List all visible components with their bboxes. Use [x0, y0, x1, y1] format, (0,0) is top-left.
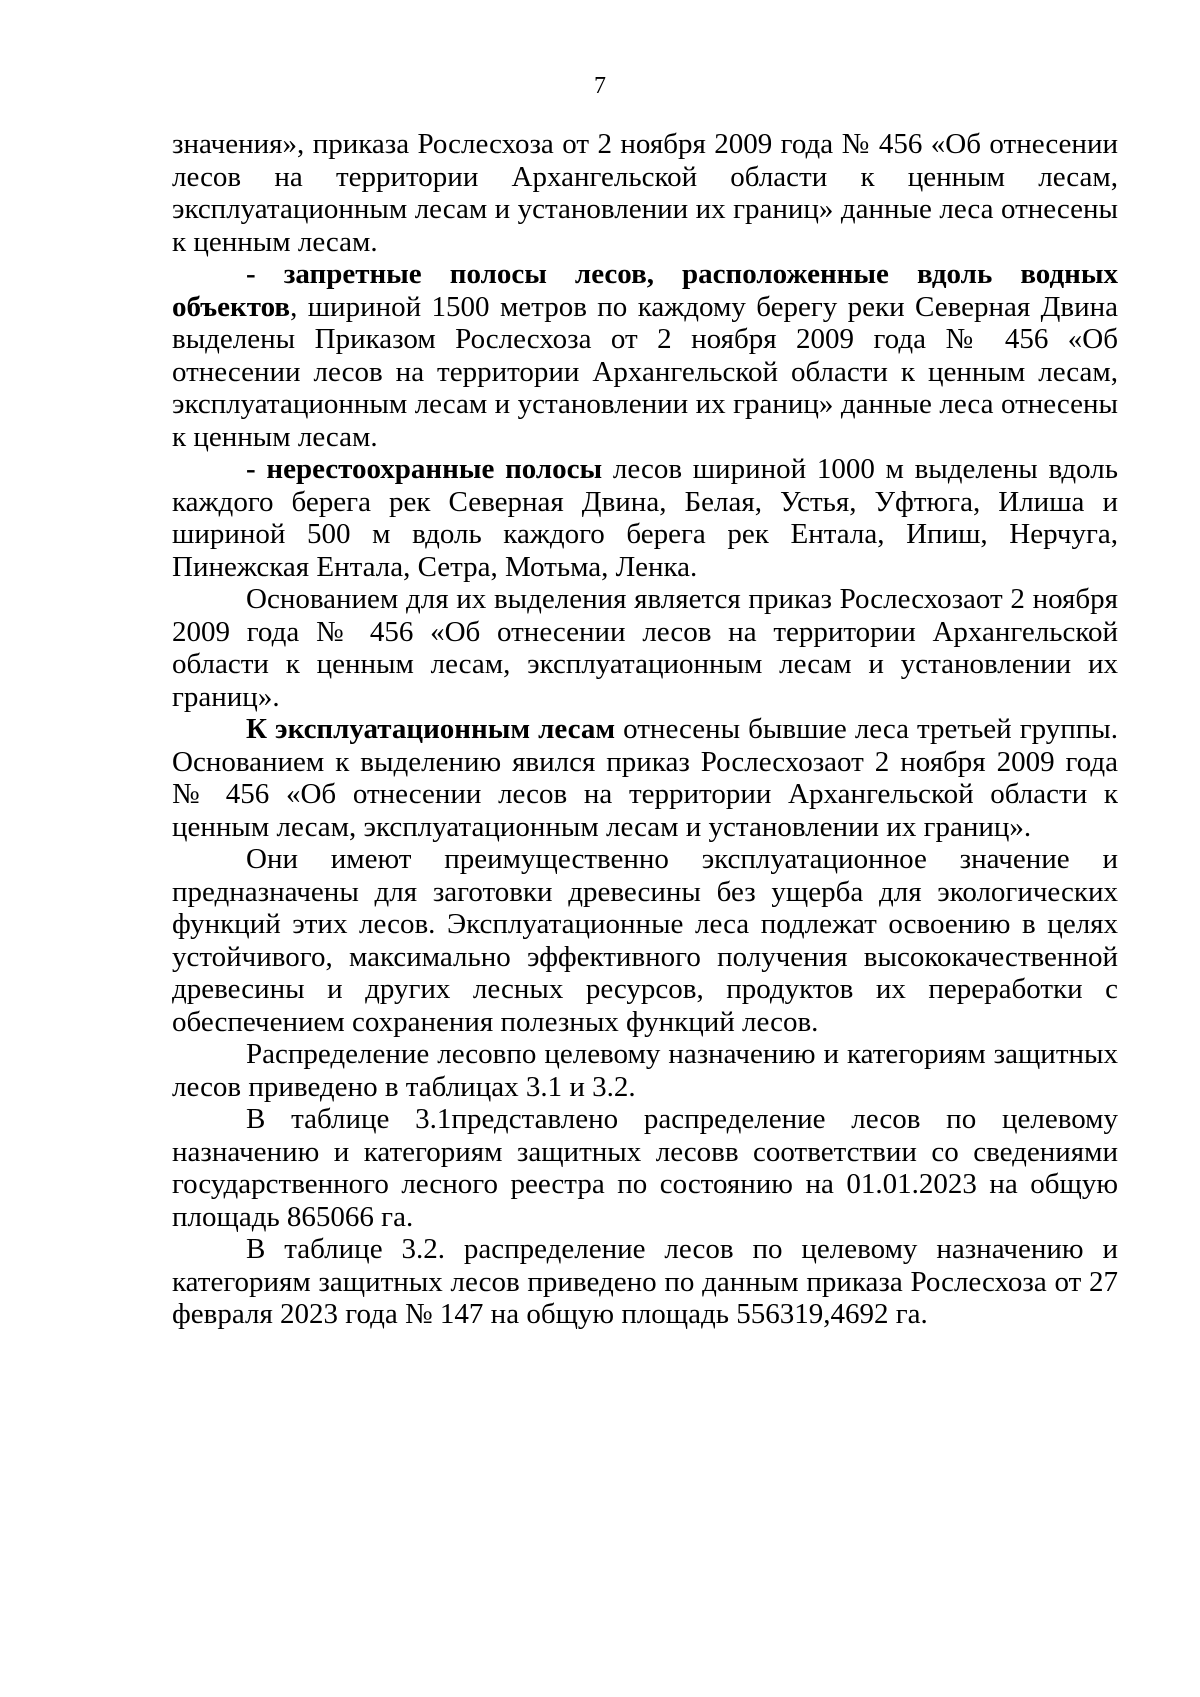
paragraph-lead: К эксплуатационным лесам [246, 713, 616, 745]
paragraph-basis [172, 583, 1118, 713]
paragraph-prohibited-strips [172, 258, 1118, 453]
paragraph-text: В таблице 3.1представлено распределение лесов по целевому назначению и категориям защитных лесовв соответствии со сведениями государственного лесного реестра по состоянию на 01.01.2023 на общую площадь 865066 га. [172, 1103, 1118, 1233]
paragraph-distribution [172, 1038, 1118, 1103]
paragraph-purpose [172, 843, 1118, 1038]
paragraph-lead: - нерестоохранные полосы [246, 453, 603, 485]
body-text [172, 128, 1118, 1331]
paragraph-text: значения», приказа Рослесхоза от 2 ноября 2009 года № 456 «Об отнесении лесов на территории Архангельской области к ценным лесам, эксплуатационным лесам и установлении их границ» данные леса отнесены к ценным лесам. [172, 128, 1118, 258]
paragraph-text: В таблице 3.2. распределение лесов по целевому назначению и категориям защитных лесов приведено по данным приказа Рослесхоза от 27 февраля 2023 года № 147 на общую площадь 556319,4692 га. [172, 1233, 1118, 1330]
paragraph-text: Они имеют преимущественно эксплуатационное значение и предназначены для заготовки древесины без ущерба для экологических функций этих лесов. Эксплуатационные леса подлежат освоению в целях устойчивого, максимально эффективного получения высококачественной древесины и других лесных ресурсов, продуктов их переработки с обеспечением сохранения полезных функций лесов. [172, 843, 1118, 1038]
paragraph-table-3-2 [172, 1233, 1118, 1331]
paragraph-table-3-1 [172, 1103, 1118, 1233]
paragraph-spawning-strips [172, 453, 1118, 583]
paragraph-text: , шириной 1500 метров по каждому берегу реки Северная Двина выделены Приказом Рослесхоза от 2 ноября 2009 года № 456 «Об отнесении лесов на территории Архангельской области к ценным лесам, эксплуатационным лесам и установлении их границ» данные леса отнесены к ценным лесам. [172, 290, 1118, 453]
paragraph-text: Основанием для их выделения является приказ Рослесхозаот 2 ноября 2009 года № 456 «Об отнесении лесов на территории Архангельской области к ценным лесам, эксплуатационным лесам и установлении их границ». [172, 583, 1118, 713]
page-number: 7 [594, 73, 606, 99]
paragraph-text: отнесены бывшие леса третьей группы. Основанием к выделению явился приказ Рослесхозаот 2 ноября 2009 года № 456 «Об отнесении лесов на территории Архангельской области к ценным лесам, эксплуатационным лесам и установлении их границ». [172, 713, 1118, 843]
paragraph-operational-forests [172, 713, 1118, 843]
paragraph-lead: - запретные полосы лесов, расположенные вдоль водных объектов [172, 258, 1118, 323]
paragraph-text: лесов шириной 1000 м выделены вдоль каждого берега рек Северная Двина, Белая, Устья, Уфтюга, Илиша и шириной 500 м вдоль каждого берега рек Ентала, Ипиш, Нерчуга, Пинежская Ентала, Сетра, Мотьма, Ленка. [172, 453, 1118, 583]
paragraph-text: Распределение лесовпо целевому назначению и категориям защитных лесов приведено в таблицах 3.1 и 3.2. [172, 1038, 1118, 1103]
paragraph-continuation [172, 128, 1118, 258]
